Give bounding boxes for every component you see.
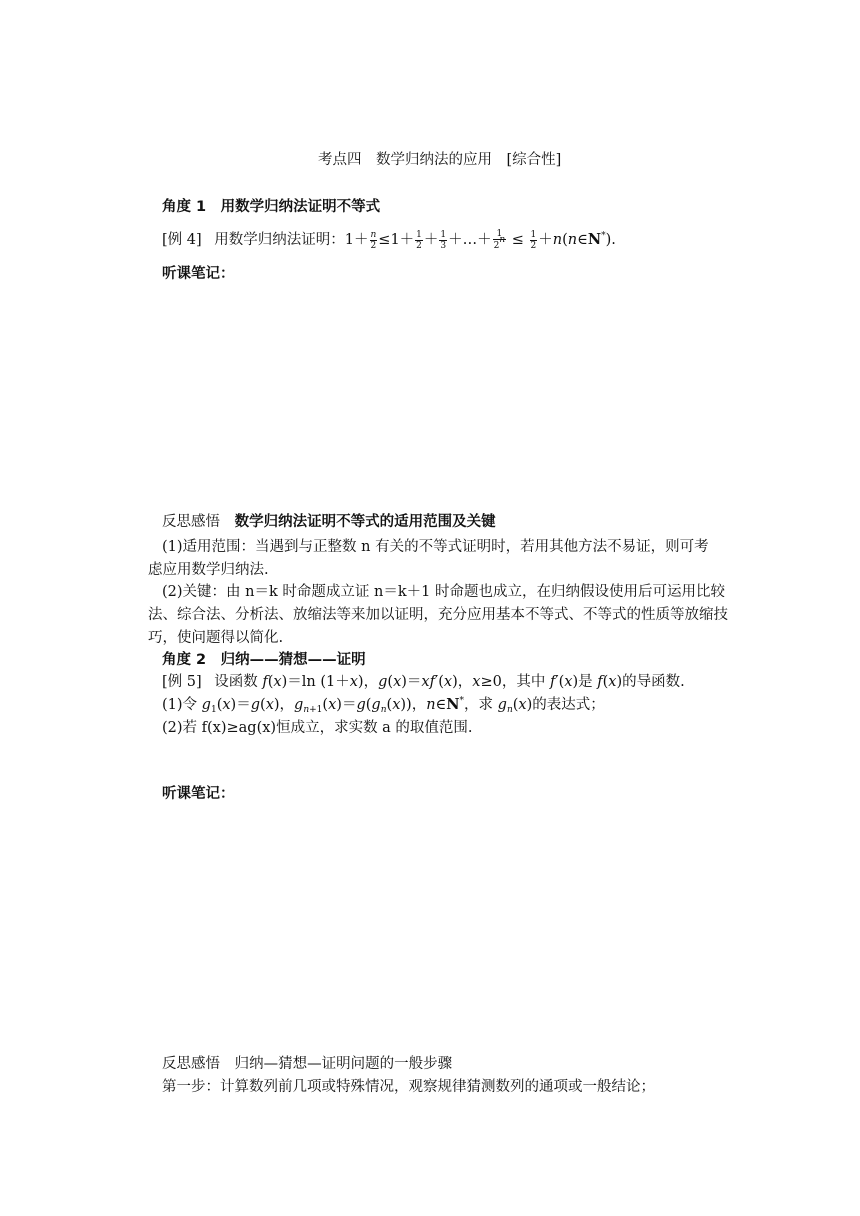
reflection1-p1-line1: (1)适用范围：当遇到与正整数 n 有关的不等式证明时，若用其他方法不易证，则可考 (162, 539, 709, 555)
example4-line (162, 229, 616, 251)
angle2-heading: 角度 2 归纳——猜想——证明 (162, 652, 366, 668)
angle1-heading: 角度 1 用数学归纳法证明不等式 (162, 199, 381, 215)
reflection2-label: 反思感悟 (162, 1056, 220, 1072)
example5-q1-prefix: (1)令 (162, 697, 198, 713)
notes-label-1: 听课笔记： (162, 266, 235, 282)
section-title: 考点四 数学归纳法的应用 [综合性] (318, 152, 562, 168)
example4-formula: 1＋ $\frac{n}{2}$ ≤1＋ $\frac{1}{2}$ ＋ $\frac{1}{3}$ ＋…＋ $\frac{1}{2^n}$ ≤ $\frac{1}{2}$ ＋n(n∈N*). (344, 229, 616, 251)
reflection2-heading (162, 1054, 452, 1074)
example5-q2: (2)若 f(x)≥ag(x)恒成立，求实数 a 的取值范围. (162, 720, 473, 736)
reflection1-p2-line3: 巧，使问题得以简化. (148, 630, 284, 646)
example4-tag: [例 4] (162, 232, 202, 248)
reflection2-title: 归纳—猜想—证明问题的一般步骤 (234, 1056, 453, 1072)
reflection1-heading (162, 512, 496, 532)
example5-text: 设函数 f(x)＝ln (1＋x)，g(x)＝xf′(x)，x≥0，其中 f′(x)是 f(x)的导函数. (214, 674, 685, 690)
reflection2-step1: 第一步：计算数列前几项或特殊情况，观察规律猜测数列的通项或一般结论； (162, 1079, 655, 1095)
example4-text: 用数学归纳法证明： (214, 232, 345, 248)
reflection1-p2-line1: (2)关键：由 n＝k 时命题成立证 n＝k＋1 时命题也成立，在归纳假设使用后可运用比较 (162, 584, 725, 600)
example5-tag: [例 5] (162, 674, 202, 690)
example5-q1: (1)令 $g_1(x)=g(x)$，$g_{n+1}(x)=g(g_n(x))$，n∈N*，求 $g_n(x)$的表达式； (162, 696, 605, 715)
reflection1-p1-line2: 虑应用数学归纳法. (148, 562, 269, 578)
reflection1-label: 反思感悟 (162, 514, 220, 530)
reflection1-p2-line2: 法、综合法、分析法、放缩法等来加以证明，充分应用基本不等式、不等式的性质等放缩技 (148, 607, 728, 623)
notes-label-2: 听课笔记： (162, 786, 235, 802)
reflection1-title: 数学归纳法证明不等式的适用范围及关键 (234, 514, 496, 530)
example5-line (162, 672, 685, 692)
